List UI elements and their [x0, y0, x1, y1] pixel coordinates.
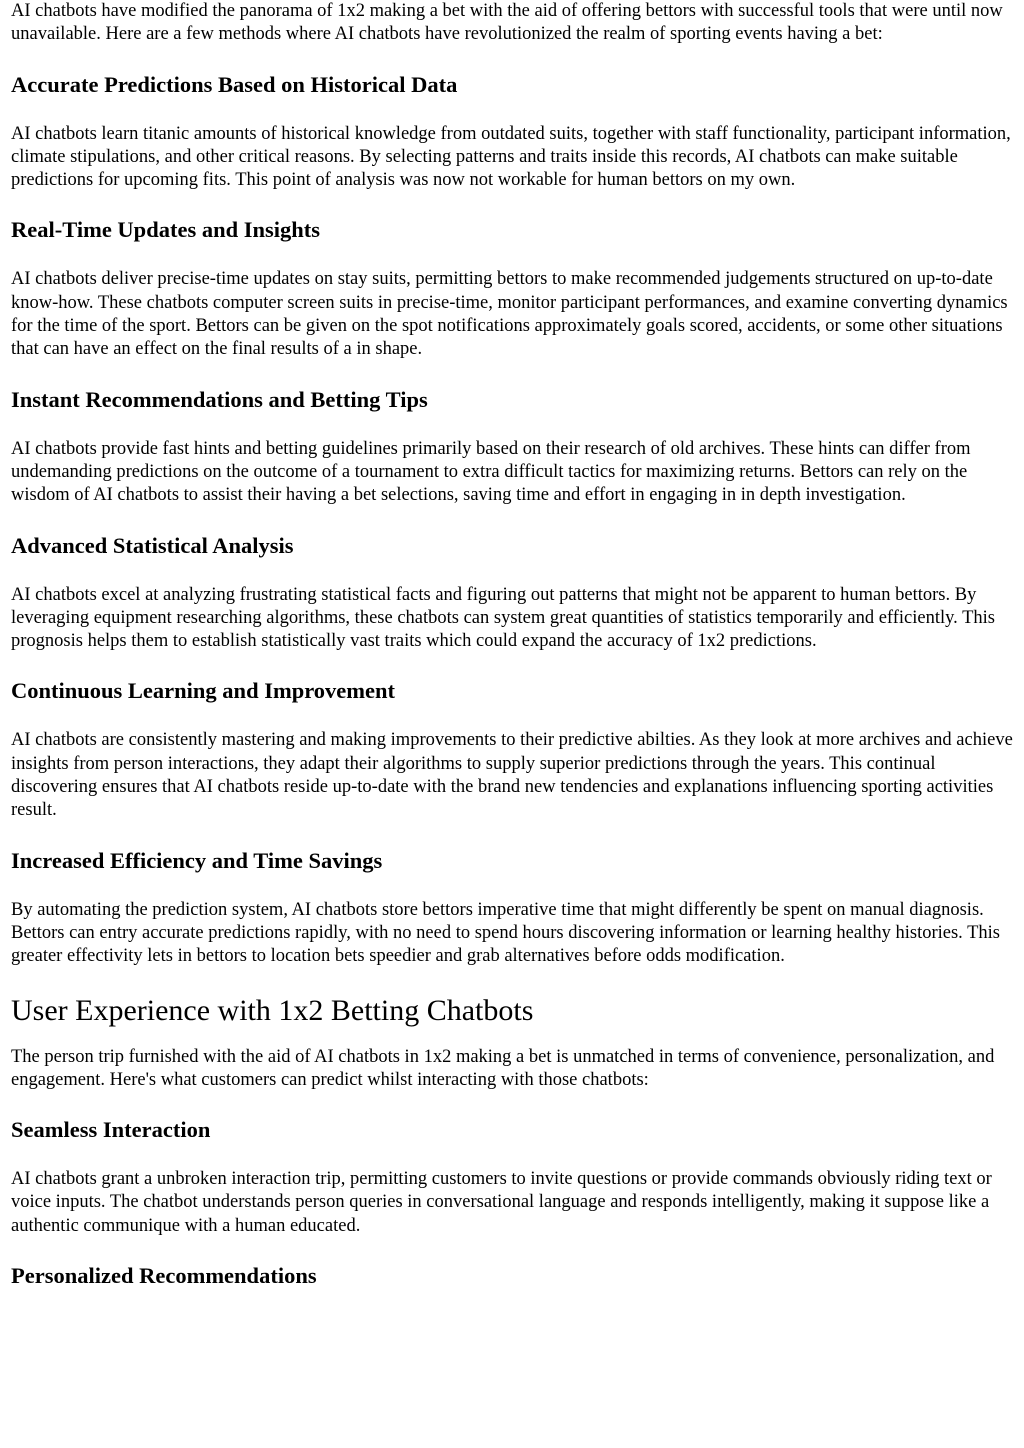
major-heading: User Experience with 1x2 Betting Chatbots [11, 993, 534, 1027]
section-body: By automating the prediction system, AI chatbots store bettors imperative time that might differently be spent on manual diagnosis. Bettors can entry accurate predictions rapidly, with no need to spend hours discovering information or learning healthy histories. This greater effectivity lets in bettors to location bets speedier and grab alternatives before odds modification. [11, 899, 1000, 967]
section-body: AI chatbots learn titanic amounts of historical knowledge from outdated suits, together with staff functionality, participant information, climate stipulations, and other critical reasons. By selecting patterns and traits inside this records, AI chatbots can make suitable predictions for upcoming fits. This point of analysis was now not workable for human bettors on my own. [11, 123, 1011, 191]
sub-section-body: AI chatbots grant a unbroken interaction trip, permitting customers to invite questions or provide commands obviously riding text or voice inputs. The chatbot understands person queries in conversational language and responds intelligently, making it suppose like a authentic communique with a human educated. [11, 1169, 992, 1236]
section-body: AI chatbots provide fast hints and betting guidelines primarily based on their research of old archives. These hints can differ from undemanding predictions on the outcome of a tournament to extra difficult tactics for maximizing returns. Bettors can rely on the wisdom of AI chatbots to assist their having a bet selections, saving time and effort in engaging in in depth investigation. [11, 438, 971, 506]
section-body: AI chatbots are consistently mastering and making improvements to their predictive abilties. As they look at more archives and achieve insights from person interactions, they adapt their algorithms to supply superior predictions through the years. This continual discovering ensures that AI chatbots reside up-to-date with the brand new tendencies and explanations influencing sporting activities result. [11, 730, 1013, 821]
intro-paragraph: AI chatbots have modified the panorama of 1x2 making a bet with the aid of offering bettors with successful tools that were until now unavailable. Here are a few methods where AI chatbots have revolutionized the realm of sporting events having a bet: [11, 1, 1003, 45]
section-heading: Accurate Predictions Based on Historical Data [11, 71, 458, 97]
section-heading: Advanced Statistical Analysis [11, 532, 294, 558]
section-heading: Instant Recommendations and Betting Tips [11, 386, 428, 412]
sub-section-heading: Seamless Interaction [11, 1117, 211, 1143]
major-intro-paragraph: The person trip furnished with the aid of AI chatbots in 1x2 making a bet is unmatched in terms of convenience, personalization, and engagement. Here's what customers can predict whilst interacting with those chatbots: [11, 1046, 995, 1090]
sub-section-heading: Personalized Recommendations [11, 1263, 317, 1289]
section-heading: Real-Time Updates and Insights [11, 217, 321, 243]
section-heading: Increased Efficiency and Time Savings [11, 847, 383, 873]
section-heading: Continuous Learning and Improvement [11, 678, 396, 704]
section-body: AI chatbots excel at analyzing frustrating statistical facts and figuring out patterns that might not be apparent to human bettors. By leveraging equipment researching algorithms, these chatbots can system great quantities of statistics temporarily and efficiently. This prognosis helps them to establish statistically vast traits which could expand the accuracy of 1x2 predictions. [11, 584, 995, 652]
section-body: AI chatbots deliver precise-time updates on stay suits, permitting bettors to make recommended judgements structured on up-to-date know-how. These chatbots computer screen suits in precise-time, monitor participant performances, and examine converting dynamics for the time of the sport. Bettors can be given on the spot notifications approximately goals scored, accidents, or some other situations that can have an effect on the final results of a in shape. [11, 269, 1008, 360]
